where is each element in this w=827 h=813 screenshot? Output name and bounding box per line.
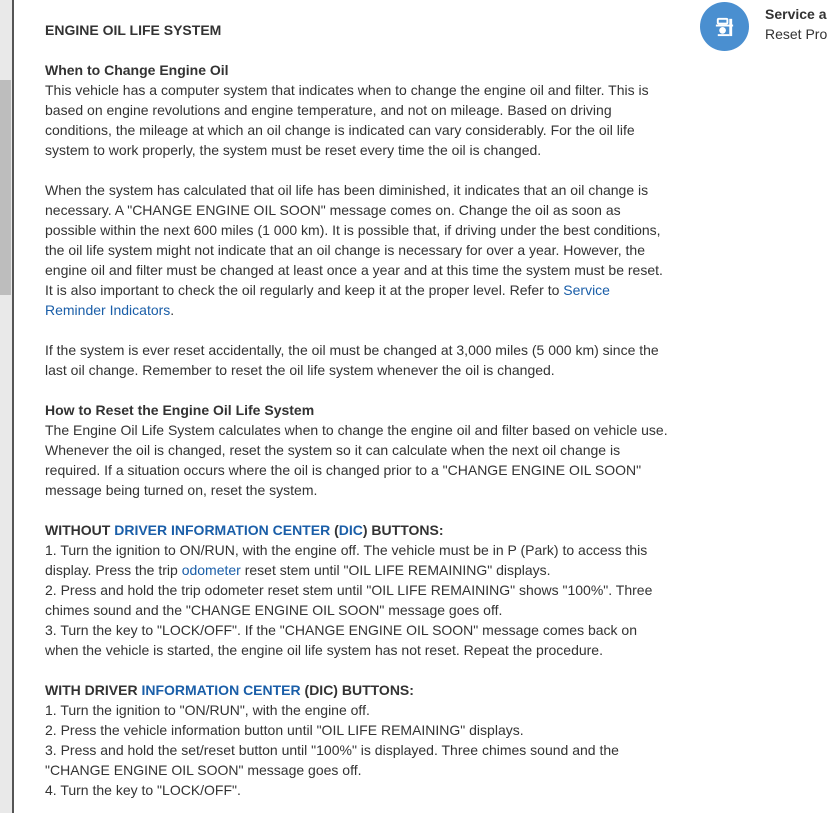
information-center-link[interactable]: INFORMATION CENTER	[141, 682, 301, 698]
step: 2. Press and hold the trip odometer reset stem until "OIL LIFE REMAINING" shows "100%". Three chimes sound and the "CHANGE ENGINE OIL SOON" message goes off.	[45, 582, 653, 618]
card-title: Service a	[765, 6, 827, 22]
vehicle-lift-icon	[700, 2, 749, 51]
section-heading: WITH DRIVER INFORMATION CENTER (DIC) BUTTONS:	[45, 682, 414, 698]
section-heading: How to Reset the Engine Oil Life System	[45, 402, 315, 418]
dic-abbr-link[interactable]: DIC	[338, 522, 363, 538]
card-subtitle: Reset Pro	[765, 26, 827, 42]
odometer-link[interactable]: odometer	[181, 562, 241, 578]
paragraph: If the system is ever reset accidentally, the oil must be changed at 3,000 miles (5 000 km) since the last oil change. Remember to reset the oil life system whenever the oil is changed.	[45, 342, 659, 378]
step: 3. Turn the key to "LOCK/OFF". If the "CHANGE ENGINE OIL SOON" message comes back on when the vehicle is started, the engine oil life system has not reset. Repeat the procedure.	[45, 622, 638, 658]
step: 3. Press and hold the set/reset button until "100%" is displayed. Three chimes sound and the "CHANGE ENGINE OIL SOON" message goes off.	[45, 742, 619, 778]
service-reminder-link[interactable]: Service Reminder Indicators	[45, 282, 610, 318]
page-title: ENGINE OIL LIFE SYSTEM	[45, 22, 222, 38]
article	[45, 20, 670, 800]
panel-divider	[12, 0, 14, 813]
scrollbar-thumb[interactable]	[0, 80, 11, 295]
section-heading: When to Change Engine Oil	[45, 62, 229, 78]
step: 4. Turn the key to "LOCK/OFF".	[45, 782, 241, 798]
step: 1. Turn the ignition to "ON/RUN", with the engine off.	[45, 702, 370, 718]
dic-link[interactable]: DRIVER INFORMATION CENTER	[114, 522, 331, 538]
paragraph: When the system has calculated that oil life has been diminished, it indicates that an oil change is necessary. A "CHANGE ENGINE OIL SOON" message comes on. Change the oil as soon as possible within the next 600 miles (1 000 km). It is possible that, if driving under the best conditions, the oil life system might not indicate that an oil change is necessary for over a year. However, the engine oil and filter must be changed at least once a year and at this time the system must be reset. It is also important to check the oil regularly and keep it at the proper level. Refer to Service Reminder Indicators.	[45, 182, 663, 318]
section-heading: WITHOUT DRIVER INFORMATION CENTER (DIC) BUTTONS:	[45, 522, 444, 538]
service-card[interactable]	[700, 2, 827, 52]
paragraph: The Engine Oil Life System calculates when to change the engine oil and filter based on vehicle use. Whenever the oil is changed, reset the system so it can calculate when the next oil change is required. If a situation occurs where the oil is changed prior to a "CHANGE ENGINE OIL SOON" message being turned on, reset the system.	[45, 422, 668, 498]
step: 1. Turn the ignition to ON/RUN, with the engine off. The vehicle must be in P (Park) to access this display. Press the trip odometer reset stem until "OIL LIFE REMAINING" displays.	[45, 542, 648, 578]
left-panel	[0, 0, 12, 813]
paragraph: This vehicle has a computer system that indicates when to change the engine oil and filter. This is based on engine revolutions and engine temperature, and not on mileage. Based on driving conditions, the mileage at which an oil change is indicated can vary considerably. For the oil life system to work properly, the system must be reset every time the oil is changed.	[45, 82, 649, 158]
step: 2. Press the vehicle information button until "OIL LIFE REMAINING" displays.	[45, 722, 524, 738]
